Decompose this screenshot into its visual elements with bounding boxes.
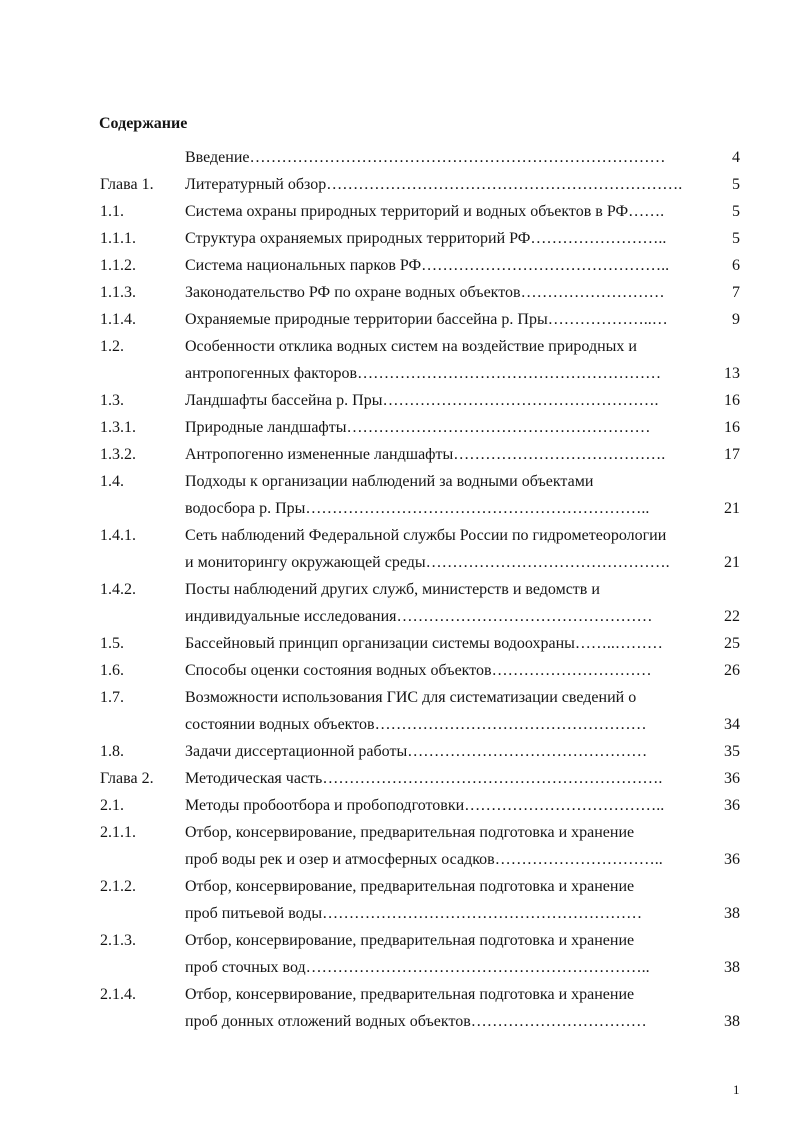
toc-entry-page: 9 [732, 311, 740, 328]
toc-entry-title: Бассейновый принцип организации системы водоохраны……..……… [185, 635, 663, 652]
toc-line [0, 846, 793, 873]
toc-line [0, 576, 793, 603]
toc-entry [0, 171, 793, 198]
toc-entry-title: Методическая часть………………………………………………………. [185, 770, 663, 787]
toc-entry-page: 38 [724, 905, 740, 922]
toc-line [0, 819, 793, 846]
toc-entry-page: 4 [732, 149, 740, 166]
toc-entry [0, 819, 793, 873]
toc-line [0, 387, 793, 414]
toc-line [0, 360, 793, 387]
toc-entry-page: 36 [724, 770, 740, 787]
toc-entry-number: 2.1.1. [100, 824, 136, 841]
toc-entry-number: 2.1.4. [100, 986, 136, 1003]
toc-entry [0, 630, 793, 657]
toc-entry-number: 1.3. [100, 392, 124, 409]
toc-entry-title: Антропогенно измененные ландшафты…………………………………. [185, 446, 666, 463]
toc-entry-title: Законодательство РФ по охране водных объектов……………………… [185, 284, 665, 301]
toc-entry-page: 21 [724, 554, 740, 571]
toc-entry [0, 522, 793, 576]
toc-entry-number: 1.1.3. [100, 284, 136, 301]
toc-line [0, 738, 793, 765]
toc-entry-page: 38 [724, 1013, 740, 1030]
toc-entry-title: Задачи диссертационной работы……………………………………… [185, 743, 648, 760]
toc-line [0, 684, 793, 711]
toc-entry-number: Глава 2. [100, 770, 154, 787]
toc-entry-page: 21 [724, 500, 740, 517]
toc-line [0, 495, 793, 522]
toc-entry [0, 306, 793, 333]
toc-entry-title: Отбор, консервирование, предварительная подготовка и хранение [185, 932, 635, 949]
toc-entry-number: 1.3.2. [100, 446, 136, 463]
toc-entry-number: 1.4. [100, 473, 124, 490]
toc-entry-title: Система национальных парков РФ……………………………………….. [185, 257, 670, 274]
toc-entry-page: 38 [724, 959, 740, 976]
toc-entry-number: 1.2. [100, 338, 124, 355]
toc-entry-title: Система охраны природных территорий и водных объектов в РФ……. [185, 203, 665, 220]
toc-entry [0, 765, 793, 792]
toc-entry-page: 7 [732, 284, 740, 301]
toc-entry-number: 1.3.1. [100, 419, 136, 436]
toc-entry-title: проб воды рек и озер и атмосферных осадков………………………….. [185, 851, 663, 868]
toc-entry-page: 16 [724, 419, 740, 436]
toc-entry-number: 1.6. [100, 662, 124, 679]
table-of-contents [0, 144, 793, 1035]
toc-entry [0, 981, 793, 1035]
toc-entry [0, 873, 793, 927]
toc-entry-title: Посты наблюдений других служб, министерств и ведомств и [185, 581, 600, 598]
toc-entry-page: 36 [724, 797, 740, 814]
toc-line [0, 441, 793, 468]
toc-line [0, 468, 793, 495]
toc-entry [0, 927, 793, 981]
toc-line [0, 765, 793, 792]
toc-entry [0, 198, 793, 225]
toc-entry-number: 1.5. [100, 635, 124, 652]
toc-line [0, 333, 793, 360]
toc-line [0, 981, 793, 1008]
toc-entry-page: 26 [724, 662, 740, 679]
toc-entry-title: состоянии водных объектов…………………………………………… [185, 716, 647, 733]
toc-entry-number: Глава 1. [100, 176, 154, 193]
toc-line [0, 279, 793, 306]
toc-entry-page: 5 [732, 176, 740, 193]
toc-entry-title: Подходы к организации наблюдений за водными объектами [185, 473, 594, 490]
toc-entry-page: 6 [732, 257, 740, 274]
toc-entry-number: 1.1.1. [100, 230, 136, 247]
toc-entry [0, 279, 793, 306]
toc-line [0, 1008, 793, 1035]
toc-entry-number: 1.4.2. [100, 581, 136, 598]
toc-entry [0, 468, 793, 522]
toc-entry-page: 13 [724, 365, 740, 382]
toc-entry-page: 35 [724, 743, 740, 760]
toc-entry-title: Сеть наблюдений Федеральной службы России по гидрометеорологии [185, 527, 667, 544]
toc-entry-number: 2.1. [100, 797, 124, 814]
toc-entry-title: индивидуальные исследования………………………………………… [185, 608, 653, 625]
toc-entry-page: 22 [724, 608, 740, 625]
toc-line [0, 144, 793, 171]
toc-entry [0, 738, 793, 765]
toc-entry-number: 2.1.2. [100, 878, 136, 895]
toc-entry [0, 657, 793, 684]
toc-entry-title: Структура охраняемых природных территорий РФ…………………….. [185, 230, 667, 247]
toc-line [0, 522, 793, 549]
toc-line [0, 414, 793, 441]
toc-entry [0, 333, 793, 387]
page-number: 1 [733, 1082, 740, 1097]
toc-entry-title: проб питьевой воды…………………………………………………… [185, 905, 643, 922]
toc-entry-page: 5 [732, 230, 740, 247]
toc-entry [0, 225, 793, 252]
page-title: Содержание [99, 115, 188, 132]
toc-line [0, 630, 793, 657]
toc-line [0, 603, 793, 630]
toc-line [0, 711, 793, 738]
toc-entry-title: Введение…………………………………………………………………… [185, 149, 666, 166]
toc-entry [0, 684, 793, 738]
toc-entry-number: 1.7. [100, 689, 124, 706]
toc-entry-number: 1.1. [100, 203, 124, 220]
toc-entry-number: 1.4.1. [100, 527, 136, 544]
toc-entry-title: Природные ландшафты………………………………………………… [185, 419, 651, 436]
toc-line [0, 549, 793, 576]
toc-entry [0, 792, 793, 819]
toc-entry-title: проб донных отложений водных объектов…………………………… [185, 1013, 647, 1030]
toc-entry-title: водосбора р. Пры……………………………………………………….. [185, 500, 650, 517]
toc-line [0, 171, 793, 198]
toc-line [0, 252, 793, 279]
toc-entry-number: 2.1.3. [100, 932, 136, 949]
toc-entry [0, 252, 793, 279]
toc-line [0, 792, 793, 819]
toc-line [0, 900, 793, 927]
toc-entry-title: антропогенных факторов………………………………………………… [185, 365, 662, 382]
toc-entry-title: Отбор, консервирование, предварительная подготовка и хранение [185, 986, 635, 1003]
toc-entry-page: 34 [724, 716, 740, 733]
toc-line [0, 225, 793, 252]
toc-entry-number: 1.1.2. [100, 257, 136, 274]
toc-entry-title: проб сточных вод……………………………………………………….. [185, 959, 650, 976]
toc-entry-title: Особенности отклика водных систем на воздействие природных и [185, 338, 637, 355]
toc-entry [0, 387, 793, 414]
toc-entry-number: 1.1.4. [100, 311, 136, 328]
toc-entry-title: Отбор, консервирование, предварительная подготовка и хранение [185, 878, 635, 895]
toc-line [0, 873, 793, 900]
toc-entry [0, 144, 793, 171]
toc-entry-page: 25 [724, 635, 740, 652]
toc-entry [0, 414, 793, 441]
toc-entry-title: Возможности использования ГИС для систематизации сведений о [185, 689, 637, 706]
toc-line [0, 198, 793, 225]
toc-entry-title: Литературный обзор…………………………………………………………. [185, 176, 683, 193]
toc-entry-title: Отбор, консервирование, предварительная подготовка и хранение [185, 824, 635, 841]
toc-entry-page: 36 [724, 851, 740, 868]
toc-line [0, 657, 793, 684]
toc-line [0, 306, 793, 333]
toc-entry-title: Методы пробоотбора и пробоподготовки……………………………….. [185, 797, 665, 814]
toc-entry-page: 5 [732, 203, 740, 220]
toc-entry-title: Ландшафты бассейна р. Пры……………………………………………. [185, 392, 659, 409]
toc-line [0, 927, 793, 954]
toc-entry-title: Охраняемые природные территории бассейна р. Пры………………..… [185, 311, 668, 328]
toc-entry-page: 17 [724, 446, 740, 463]
toc-entry-number: 1.8. [100, 743, 124, 760]
toc-entry [0, 576, 793, 630]
toc-entry-page: 16 [724, 392, 740, 409]
toc-entry-title: Способы оценки состояния водных объектов………………………… [185, 662, 652, 679]
toc-entry [0, 441, 793, 468]
toc-entry-title: и мониторингу окружающей среды………………………………………. [185, 554, 670, 571]
toc-line [0, 954, 793, 981]
